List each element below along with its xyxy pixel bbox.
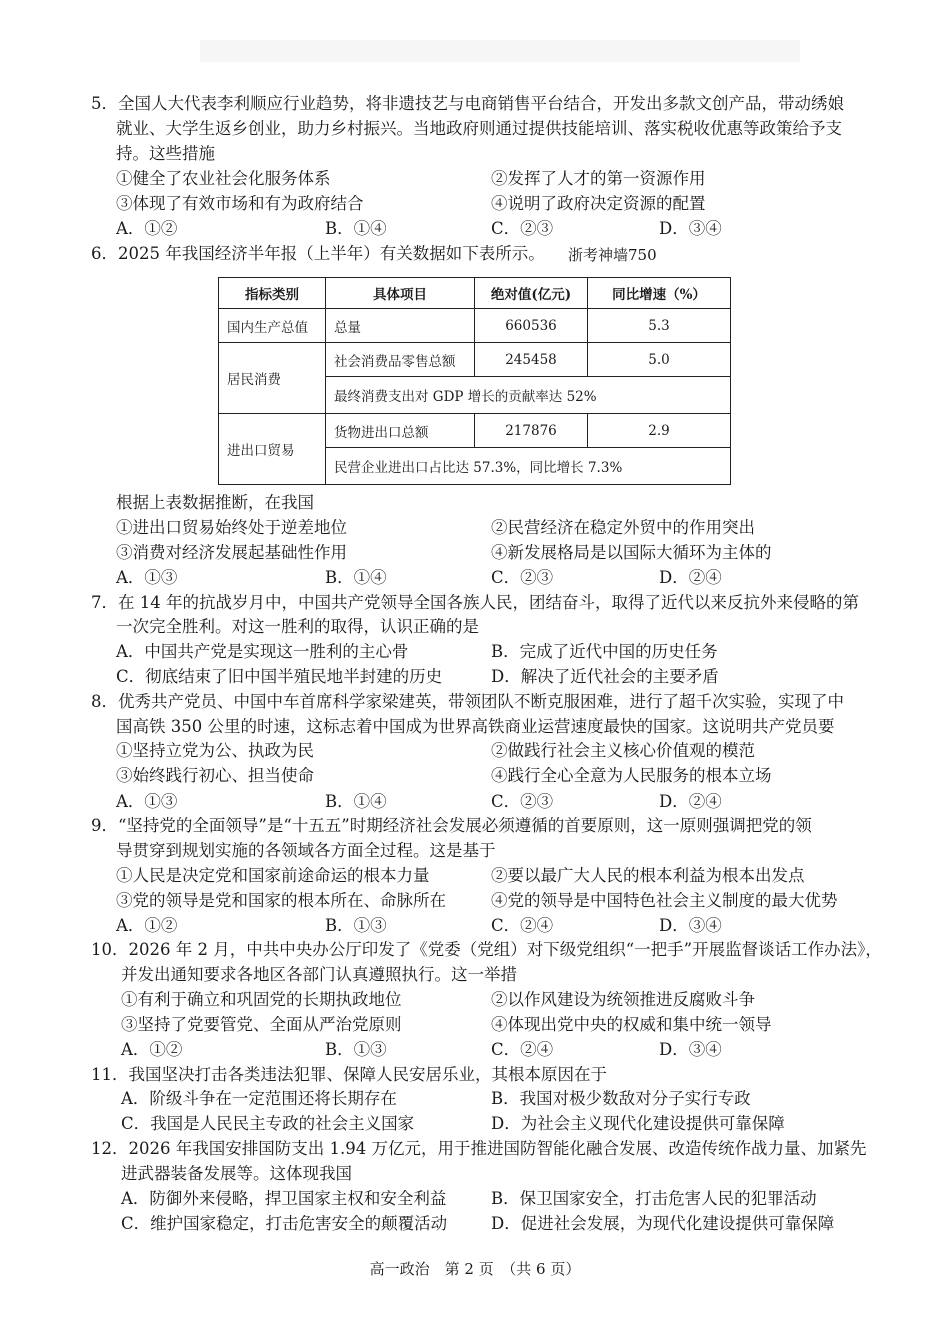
q10-item-4: ④体现出党中央的权威和集中统一领导 [491,1015,772,1034]
q9-choice-d[interactable]: D．③④ [659,916,722,935]
q9-item-3: ③党的领导是党和国家的根本所在、命脉所在 [116,891,446,910]
q12-stem-line-2: 进武器装备发展等。这体现我国 [121,1164,352,1183]
q8-item-1: ①坚持立党为公、执政为民 [116,741,314,760]
table-cell-value: 660536 [475,309,588,343]
q5-stem-line-1: 5．全国人大代表李利顺应行业趋势，将非遗技艺与电商销售平台结合，开发出多款文创产品，带动绣娘 [91,94,844,113]
table-cell-category: 国内生产总值 [219,309,326,343]
q7-choice-b[interactable]: B．完成了近代中国的历史任务 [491,642,718,661]
q7-choice-d[interactable]: D．解决了近代社会的主要矛盾 [491,667,719,686]
q12-choice-d[interactable]: D．促进社会发展，为现代化建设提供可靠保障 [491,1214,835,1233]
table-cell-growth: 2.9 [588,414,731,448]
table-cell-item: 社会消费品零售总额 [326,343,475,377]
scan-shadow [200,40,800,62]
table-header-cell: 指标类别 [219,278,326,309]
q6-item-3: ③消费对经济发展起基础性作用 [116,543,347,562]
q9-choice-c[interactable]: C．②④ [491,916,554,935]
table-header-cell: 绝对值(亿元) [475,278,588,309]
q5-stem-line-2: 就业、大学生返乡创业，助力乡村振兴。当地政府则通过提供技能培训、落实税收优惠等政策给予支 [116,119,842,138]
q10-choice-b[interactable]: B．①③ [325,1040,387,1059]
q6-choice-b[interactable]: B．①④ [325,568,387,587]
page-footer: 高一政治 第 2 页 （共 6 页） [369,1260,581,1278]
q5-stem-line-3: 持。这些措施 [116,144,215,163]
q10-stem-line-1: 10．2026 年 2 月，中共中央办公厅印发了《党委（党组）对下级党组织“一把手”开展监督谈话工作办法》， [91,940,882,959]
q11-stem-line: 11．我国坚决打击各类违法犯罪、保障人民安居乐业，其根本原因在于 [91,1065,607,1084]
table-cell-item: 总量 [326,309,475,343]
q8-item-3: ③始终践行初心、担当使命 [116,766,314,785]
table-cell-growth: 5.0 [588,343,731,377]
table-row [219,309,731,343]
q7-choice-a[interactable]: A．中国共产党是实现这一胜利的主心骨 [116,642,409,661]
q6-after-table: 根据上表数据推断，在我国 [116,493,314,512]
q9-item-2: ②要以最广大人民的根本利益为根本出发点 [491,866,805,885]
q11-choice-a[interactable]: A．阶级斗争在一定范围还将长期存在 [121,1089,397,1108]
q8-choice-d[interactable]: D．②④ [659,792,722,811]
watermark-text: 浙考神墙750 [568,246,657,264]
q9-item-1: ①人民是决定党和国家前途命运的根本力量 [116,866,430,885]
q8-stem-line-2: 国高铁 350 公里的时速，这标志着中国成为世界高铁商业运营速度最快的国家。这说明共产党员要 [116,717,835,736]
table-row [219,343,731,377]
q8-stem-line-1: 8．优秀共产党员、中国中车首席科学家梁建英，带领团队不断克服困难，进行了超千次实验，实现了中 [91,692,844,711]
q6-item-1: ①进出口贸易始终处于逆差地位 [116,518,347,537]
table-cell-note: 最终消费支出对 GDP 增长的贡献率达 52% [326,377,731,414]
q5-choice-a[interactable]: A．①② [116,219,178,238]
q11-choice-b[interactable]: B．我国对极少数敌对分子实行专政 [491,1089,751,1108]
q5-item-3: ③体现了有效市场和有为政府结合 [116,194,364,213]
table-header-cell: 具体项目 [326,278,475,309]
q7-choice-c[interactable]: C．彻底结束了旧中国半殖民地半封建的历史 [116,667,443,686]
q6-choice-d[interactable]: D．②④ [659,568,722,587]
table-cell-category: 居民消费 [219,343,326,414]
q5-choice-b[interactable]: B．①④ [325,219,387,238]
q11-choice-d[interactable]: D．为社会主义现代化建设提供可靠保障 [491,1114,785,1133]
q8-item-4: ④践行全心全意为人民服务的根本立场 [491,766,772,785]
q8-item-2: ②做践行社会主义核心价值观的模范 [491,741,755,760]
q12-choice-b[interactable]: B．保卫国家安全，打击危害人民的犯罪活动 [491,1189,817,1208]
table-row [219,414,731,448]
q10-stem-line-2: 并发出通知要求各地区各部门认真遵照执行。这一举措 [121,965,517,984]
q5-choice-d[interactable]: D．③④ [659,219,722,238]
q5-item-2: ②发挥了人才的第一资源作用 [491,169,706,188]
q5-item-1: ①健全了农业社会化服务体系 [116,169,331,188]
q5-choice-c[interactable]: C．②③ [491,219,554,238]
table-cell-value: 217876 [475,414,588,448]
table-cell-growth: 5.3 [588,309,731,343]
q6-choice-c[interactable]: C．②③ [491,568,554,587]
table-cell-item: 货物进出口总额 [326,414,475,448]
q5-item-4: ④说明了政府决定资源的配置 [491,194,706,213]
table-header-row [219,278,731,309]
economy-data-table [218,277,731,485]
q6-item-2: ②民营经济在稳定外贸中的作用突出 [491,518,755,537]
q9-choice-b[interactable]: B．①③ [325,916,387,935]
q10-item-1: ①有利于确立和巩固党的长期执政地位 [121,990,402,1009]
q6-stem-line: 6．2025 年我国经济半年报（上半年）有关数据如下表所示。 [91,244,545,263]
q10-choice-d[interactable]: D．③④ [659,1040,722,1059]
q10-choice-a[interactable]: A．①② [121,1040,183,1059]
table-header-cell: 同比增速（%） [588,278,731,309]
q8-choice-c[interactable]: C．②③ [491,792,554,811]
q12-choice-a[interactable]: A．防御外来侵略，捍卫国家主权和安全利益 [121,1189,447,1208]
q8-choice-a[interactable]: A．①③ [116,792,178,811]
table-cell-value: 245458 [475,343,588,377]
q11-choice-c[interactable]: C．我国是人民民主专政的社会主义国家 [121,1114,415,1133]
q8-choice-b[interactable]: B．①④ [325,792,387,811]
q7-stem-line-2: 一次完全胜利。对这一胜利的取得，认识正确的是 [116,617,479,636]
q12-choice-c[interactable]: C．维护国家稳定，打击危害安全的颠覆活动 [121,1214,448,1233]
q9-stem-line-1: 9．“坚持党的全面领导”是“十五五”时期经济社会发展必须遵循的首要原则，这一原则强调把党的领 [91,816,812,835]
q9-item-4: ④党的领导是中国特色社会主义制度的最大优势 [491,891,838,910]
q6-item-4: ④新发展格局是以国际大循环为主体的 [491,543,772,562]
q10-item-3: ③坚持了党要管党、全面从严治党原则 [121,1015,402,1034]
q7-stem-line-1: 7．在 14 年的抗战岁月中，中国共产党领导全国各族人民，团结奋斗，取得了近代以来反抗外来侵略的第 [91,593,859,612]
table-cell-category: 进出口贸易 [219,414,326,485]
q9-choice-a[interactable]: A．①② [116,916,178,935]
q6-choice-a[interactable]: A．①③ [116,568,178,587]
q9-stem-line-2: 导贯穿到规划实施的各领域各方面全过程。这是基于 [116,841,496,860]
q10-item-2: ②以作风建设为统领推进反腐败斗争 [491,990,755,1009]
q12-stem-line-1: 12．2026 年我国安排国防支出 1.94 万亿元，用于推进国防智能化融合发展、改造传统作战力量、加紧先 [91,1139,867,1158]
q10-choice-c[interactable]: C．②④ [491,1040,554,1059]
table-cell-note: 民营企业进出口占比达 57.3%，同比增长 7.3% [326,448,731,485]
